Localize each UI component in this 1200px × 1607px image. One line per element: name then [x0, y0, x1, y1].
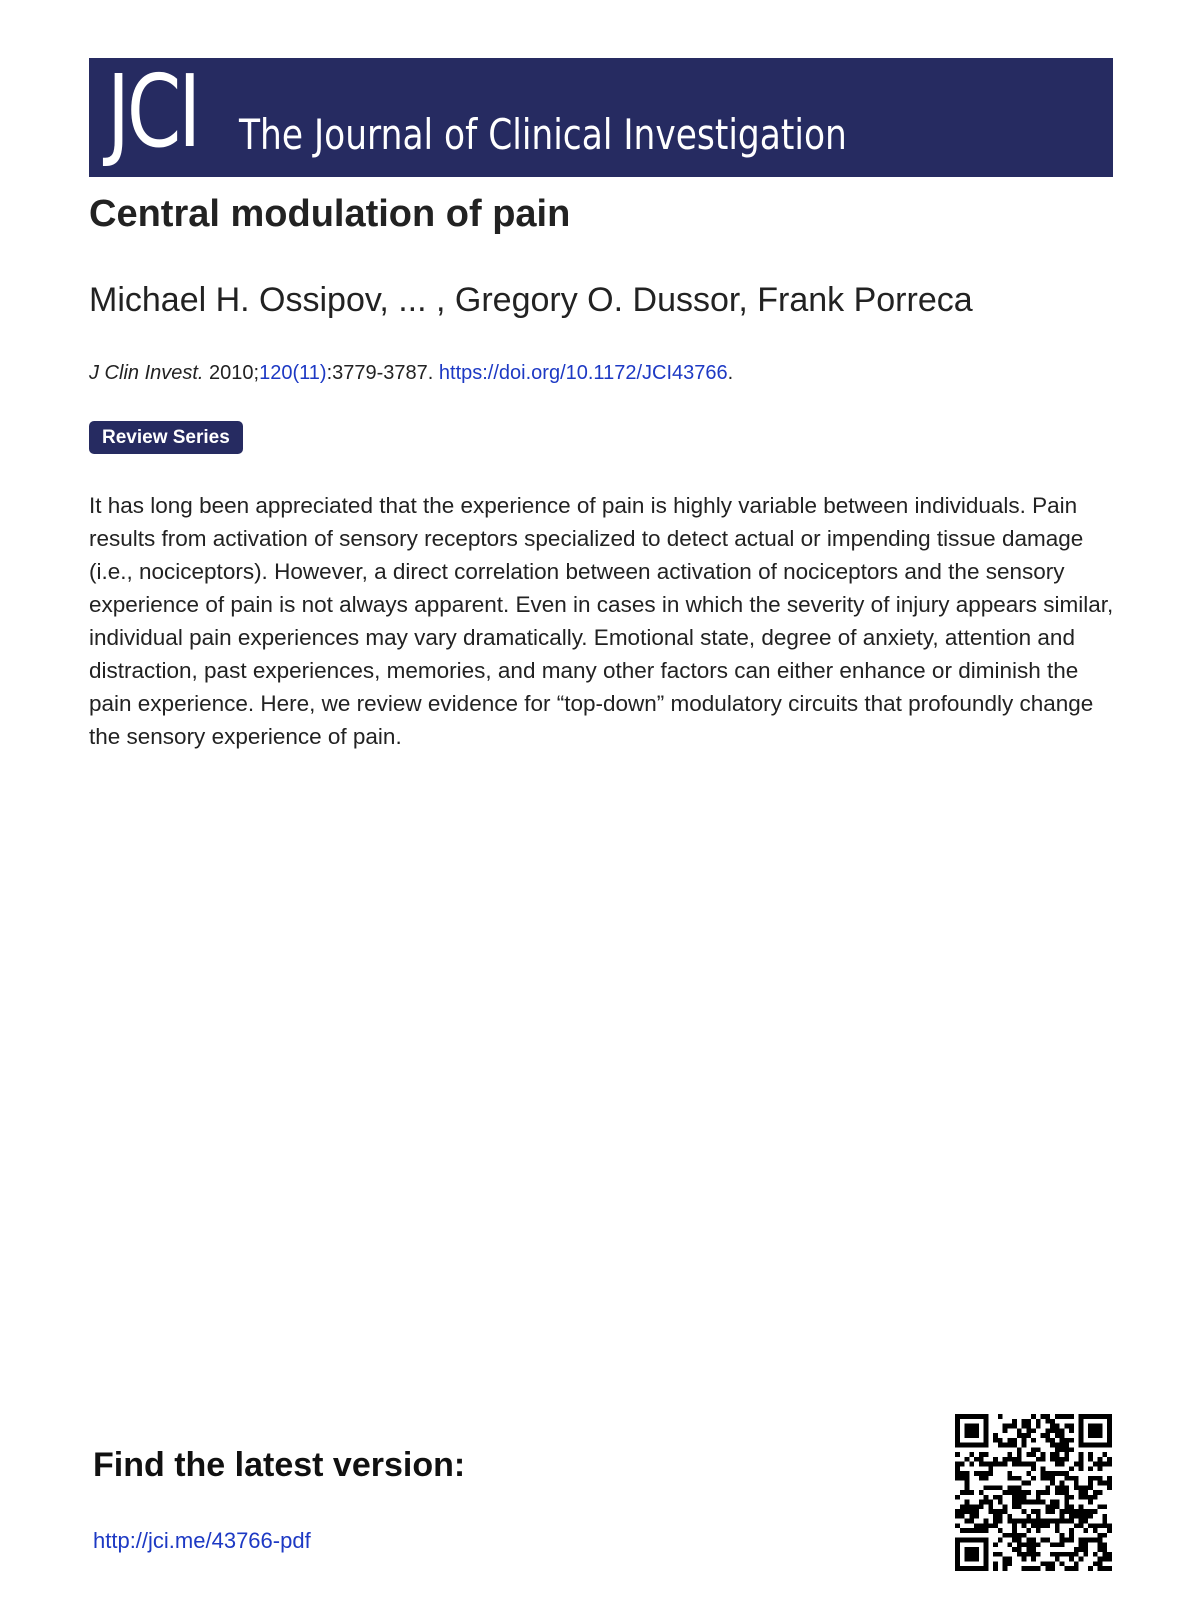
citation-year: 2010; [209, 362, 260, 384]
latest-version-link[interactable]: http://jci.me/43766-pdf [93, 1528, 311, 1553]
journal-name: The Journal of Clinical Investigation [239, 110, 847, 159]
journal-banner [89, 53, 1113, 177]
doi-link[interactable]: https://doi.org/10.1172/JCI43766 [438, 362, 728, 384]
qr-code[interactable] [955, 1414, 1112, 1571]
citation [89, 362, 733, 385]
jci-logo: JCI [107, 53, 199, 170]
find-latest-heading: Find the latest version: [93, 1446, 466, 1484]
article-authors: Michael H. Ossipov, ... , Gregory O. Dussor, Frank Porreca [89, 281, 973, 319]
article-title: Central modulation of pain [89, 193, 571, 235]
citation-pages: :3779-3787. [326, 362, 434, 384]
qr-code-icon [955, 1414, 1112, 1571]
citation-end: . [727, 362, 734, 384]
citation-volume-link[interactable]: 120(11) [259, 362, 327, 384]
citation-journal: J Clin Invest. [89, 362, 204, 384]
review-series-badge[interactable]: Review Series [89, 421, 243, 454]
abstract: It has long been appreciated that the experience of pain is highly variable between individuals. Pain results from activation of sensory receptors specialized to detect actual or impending tissue damage (i.e., nociceptors). However, a direct correlation between activation of nociceptors and the sensory experience of pain is not always apparent. Even in cases in which the severity of injury appears similar, individual pain experiences may vary dramatically. Emotional state, degree of anxiety, attention and distraction, past experiences, memories, and many other factors can either enhance or diminish the pain experience. Here, we review evidence for “top-down” modulatory circuits that profoundly change the sensory experience of pain. [89, 493, 1114, 749]
